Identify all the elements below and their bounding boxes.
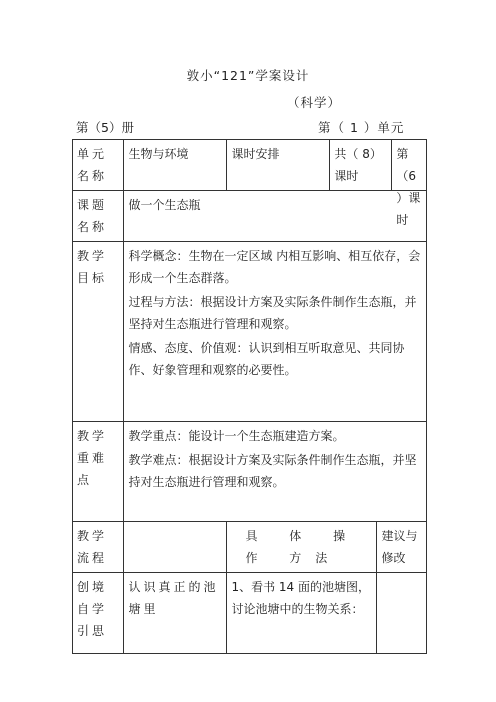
goal-attitude: 情感、态度、价值观：认识到相互听取意见、共同协作、好象管理和观察的必要性。 (128, 341, 405, 377)
current-hour: 第（6 ）课时 (396, 147, 421, 227)
goal-science: 科学概念：生物在一定区域 内相互影响、相互依存，会形成一个生态群落。 (128, 249, 421, 285)
hours-split (330, 140, 427, 227)
stage-label: 创境自学引思 (73, 573, 124, 654)
topic-value: 做一个生态瓶 (124, 191, 427, 242)
topic-label: 课题名称 (73, 191, 124, 242)
row-flow-header (73, 522, 427, 573)
stage-activity: 认识真正的池塘里 (124, 573, 227, 654)
unit-name-value: 生物与环境 (124, 140, 227, 191)
row-topic (73, 191, 427, 242)
advice-label: 建议与修改 (381, 529, 418, 565)
key-point: 教学重点：能设计一个生态瓶建造方案。 (128, 429, 345, 443)
stage-operation: 1、看书 14 面的池塘图，讨论池塘中的生物关系： (227, 573, 377, 653)
unit-label: 第（ 1 ）单元 (318, 120, 405, 135)
row-goals (73, 242, 427, 422)
keypoints-label: 教学重难点 (73, 422, 124, 522)
row-keypoints (73, 422, 427, 522)
stage-split (227, 573, 427, 654)
flow-header-split (227, 522, 427, 573)
operation-label: 具 体 操 作 方法 (227, 522, 377, 572)
total-hours: 共（ 8）课时 (330, 140, 392, 190)
schedule-label: 课时安排 (227, 140, 330, 191)
difficult-point: 教学难点：根据设计方案及实际条件制作生态瓶，并坚持对生态瓶进行管理和观察。 (128, 453, 417, 489)
goals-content (124, 242, 427, 422)
row-stage-1 (73, 573, 427, 654)
goal-process: 过程与方法：根据设计方案及实际条件制作生态瓶，并坚持对生态瓶进行管理和观察。 (128, 295, 417, 331)
subject-subtitle: （科学） (287, 95, 342, 110)
goals-label: 教学目标 (73, 242, 124, 422)
keypoints-content (124, 422, 427, 522)
flow-blank (124, 522, 227, 573)
unit-name-label: 单元名称 (73, 140, 124, 191)
stage-advice (377, 573, 426, 653)
volume-label: 第（5）册 (76, 120, 134, 135)
lesson-body-table (72, 139, 427, 654)
row-unit (73, 140, 427, 191)
document-title: 敦小“121”学案设计 (186, 68, 310, 83)
flow-label: 教学流程 (73, 522, 124, 573)
